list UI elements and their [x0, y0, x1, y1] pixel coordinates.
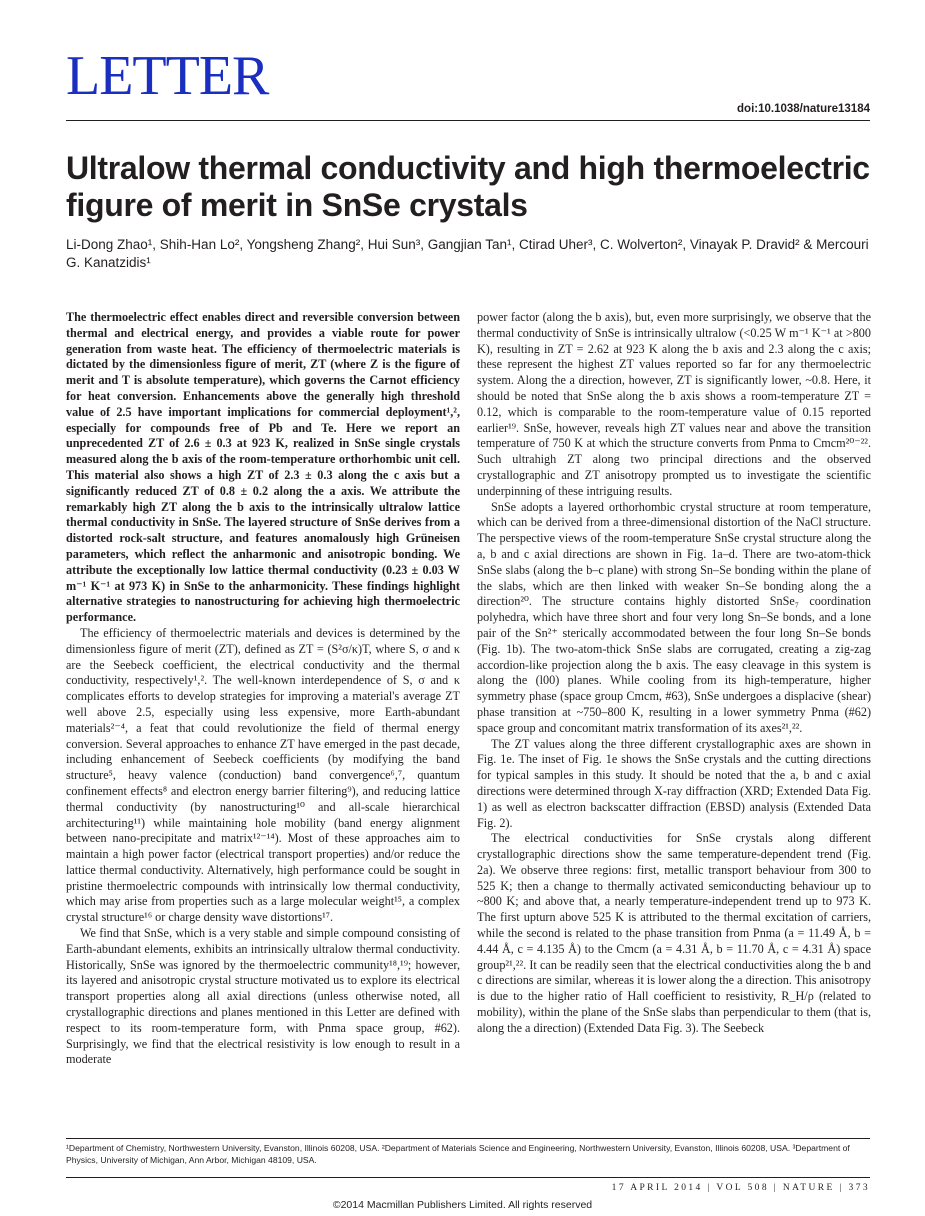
- article-title: Ultralow thermal conductivity and high thermoelectric figure of merit in SnSe crystals: [66, 150, 870, 223]
- body-paragraph: power factor (along the b axis), but, even more surprisingly, we observe that the thermal conductivity of SnSe is intrinsically ultralow (<0.25 W m⁻¹ K⁻¹ at >800 K), resulting in ZT = 2.62 at 923 K along the b axis and 2.3 along the c axis; these represent the highest ZT values reported so far for any thermoelectric system. Along the a direction, however, ZT is significantly lower, ~0.8. Here, it should be noted that SnSe along the b axis shows a room-temperature ZT = 0.12, which is comparable to the room-temperature value of 0.15 reported earlier¹⁹. SnSe, however, reveals high ZT values near and above the transition temperature of 750 K at which the structure converts from Pnma to Cmcm²⁰⁻²². Such ultrahigh ZT along two principal directions and the observed crystallographic and ZT anisotropy prompted us to investigate the scientific underpinning of these intriguing results.: [477, 310, 871, 498]
- section-label: LETTER: [66, 45, 269, 107]
- body-paragraph: We find that SnSe, which is a very stable and simple compound consisting of Earth-abundant elements, exhibits an intrinsically ultralow thermal conductivity. Historically, SnSe was ignored by the thermoelectric community¹⁸,¹⁹; however, its layered and anisotropic crystal structure motivated us to explore its electrical transport properties along all axial directions (unless otherwise noted, all crystallographic directions and planes mentioned in this Letter are defined with respect to its room-temperature form, with Pnma space group, #62). Surprisingly, we find that the electrical resistivity is low enough to result in a moderate: [66, 926, 460, 1067]
- header-rule: [66, 120, 870, 121]
- body-paragraph: The electrical conductivities for SnSe crystals along different crystallographic directions show the same temperature-dependent trend (Fig. 2a). We observe three regions: first, metallic transport behaviour from 300 to 525 K; then a change to thermally activated semiconducting behaviour up to ~800 K; and above that, a nearly temperature-independent trend up to 973 K. The first upturn above 525 K is attributed to the thermal excitation of carriers, while the second is related to the phase transition from Pnma (a = 11.49 Å, b = 4.44 Å, c = 4.135 Å) to the Cmcm (a = 4.31 Å, b = 11.70 Å, c = 4.31 Å) space group²¹,²². It can be readily seen that the electrical conductivities along the b and c directions are similar, whereas it is lower along the a direction. This anisotropy is due to the higher ratio of Hall coefficient to resistivity, R_H/ρ (related to mobility), within the plane of the SnSe slabs than perpendicular to them (that is, along the a direction) (Extended Data Fig. 3). The Seebeck: [477, 831, 871, 1035]
- copyright-notice: ©2014 Macmillan Publishers Limited. All rights reserved: [332, 1199, 593, 1211]
- right-column: [477, 310, 871, 1037]
- abstract: The thermoelectric effect enables direct and reversible conversion between thermal and electrical energy, and provides a viable route for power generation from waste heat. The efficiency of thermoelectric materials is dictated by the dimensionless figure of merit, ZT (where Z is the figure of merit and T is absolute temperature), which governs the Carnot efficiency for heat conversion. Enhancements above the generally high threshold value of 2.5 have important implications for commercial deployment¹,², especially for compounds free of Pb and Te. Here we report an unprecedented ZT of 2.6 ± 0.3 at 923 K, realized in SnSe single crystals measured along the b axis of the room-temperature orthorhombic unit cell. This material also shows a high ZT of 2.3 ± 0.3 along the c axis but a significantly reduced ZT of 0.8 ± 0.2 along the a axis. We attribute the remarkably high ZT along the b axis to the intrinsically ultralow lattice thermal conductivity in SnSe. The layered structure of SnSe derives from a distorted rock-salt structure, and features anomalously high Grüneisen parameters, which reflect the anharmonic and anisotropic bonding. We attribute the exceptionally low lattice thermal conductivity (0.23 ± 0.03 W m⁻¹ K⁻¹ at 973 K) in SnSe to the anharmonicity. These findings highlight alternative strategies to nanostructuring for achieving high thermoelectric performance.: [66, 310, 460, 625]
- left-column: [66, 310, 460, 1068]
- body-paragraph: The ZT values along the three different crystallographic axes are shown in Fig. 1e. The inset of Fig. 1e shows the SnSe crystals and the cutting directions for typical samples in this study. It should be noted that the a, b and c axial directions were determined through X-ray diffraction (XRD; Extended Data Fig. 1) as well as electron backscatter diffraction (EBSD) analysis (Extended Data Fig. 2).: [477, 736, 871, 830]
- author-list: Li-Dong Zhao¹, Shih-Han Lo², Yongsheng Zhang², Hui Sun³, Gangjian Tan¹, Ctirad Uher³, C. Wolverton², Vinayak P. Dravid² & Mercouri G. Kanatzidis¹: [66, 237, 869, 270]
- body-paragraph: The efficiency of thermoelectric materials and devices is determined by the dimensionless figure of merit (ZT), defined as ZT = (S²σ/κ)T, where S, σ and κ are the Seebeck coefficient, the electrical conductivity and the thermal conductivity, respectively¹,². The well-known interdependence of S, σ and κ complicates efforts to develop strategies for improving a material's average ZT well above 2.5, especially using less expensive, more Earth-abundant materials²⁻⁴, a feat that could revolutionize the field of thermal energy conversion. Several approaches to enhance ZT have emerged in the past decade, including enhancement of Seebeck coefficients (by modifying the band structure⁵, heavy valence (conduction) band convergence⁶,⁷, quantum confinement effects⁸ and electron energy barrier filtering⁹), and reducing lattice thermal conductivity (by nanostructuring¹⁰ and all-scale hierarchical architecturing¹¹) while maintaining hole mobility (band energy alignment between nano-precipitate and matrix¹²⁻¹⁴). Most of these approaches aim to maintain a high power factor (electrical transport properties) and/or reduce the lattice thermal conductivity. Alternatively, high performance could be sought in pristine thermoelectric compounds with intrinsically low thermal conductivity, which may arise from properties such as a large molecular weight¹⁵, a complex crystal structure¹⁶ or charge density wave distortions¹⁷.: [66, 625, 460, 925]
- body-paragraph: SnSe adopts a layered orthorhombic crystal structure at room temperature, which can be derived from a three-dimensional distortion of the NaCl structure. The perspective views of the room-temperature SnSe crystal structure along the a, b and c axial directions are shown in Fig. 1a–d. There are two-atom-thick SnSe slabs (along the b–c plane) with strong Sn–Se bonding within the plane of the slabs, which are then linked with weaker Sn–Se bonding along the a direction²⁰. The structure contains highly distorted SnSe₇ coordination polyhedra, which have three short and four very long Sn–Se bonds, and a lone pair of the Sn²⁺ sterically accommodated between the four long Sn–Se bonds (Fig. 1b). The two-atom-thick SnSe slabs are corrugated, creating a zig-zag accordion-like projection along the b axis. The easy cleavage in this system is along the (l00) planes. While cooling from its high-temperature, higher symmetry phase (space group Cmcm, #63), SnSe undergoes a displacive (shear) phase transition at ~750–800 K, resulting in a lower symmetry Pnma (#62) space group and concomitant matrix transformation of its axes²¹,²².: [477, 499, 871, 735]
- footer-rule: [66, 1177, 870, 1178]
- doi-link[interactable]: doi:10.1038/nature13184: [737, 103, 870, 115]
- affiliations-footnote: ¹Department of Chemistry, Northwestern University, Evanston, Illinois 60208, USA. ²Department of Materials Science and Engineering, Northwestern University, Evanston, Illinois 60208, USA. ³Department of Physics, University of Michigan, Ann Arbor, Michigan 48109, USA.: [66, 1143, 850, 1165]
- footnote-rule: [66, 1138, 870, 1139]
- page-info: 17 APRIL 2014 | VOL 508 | NATURE | 373: [611, 1183, 870, 1193]
